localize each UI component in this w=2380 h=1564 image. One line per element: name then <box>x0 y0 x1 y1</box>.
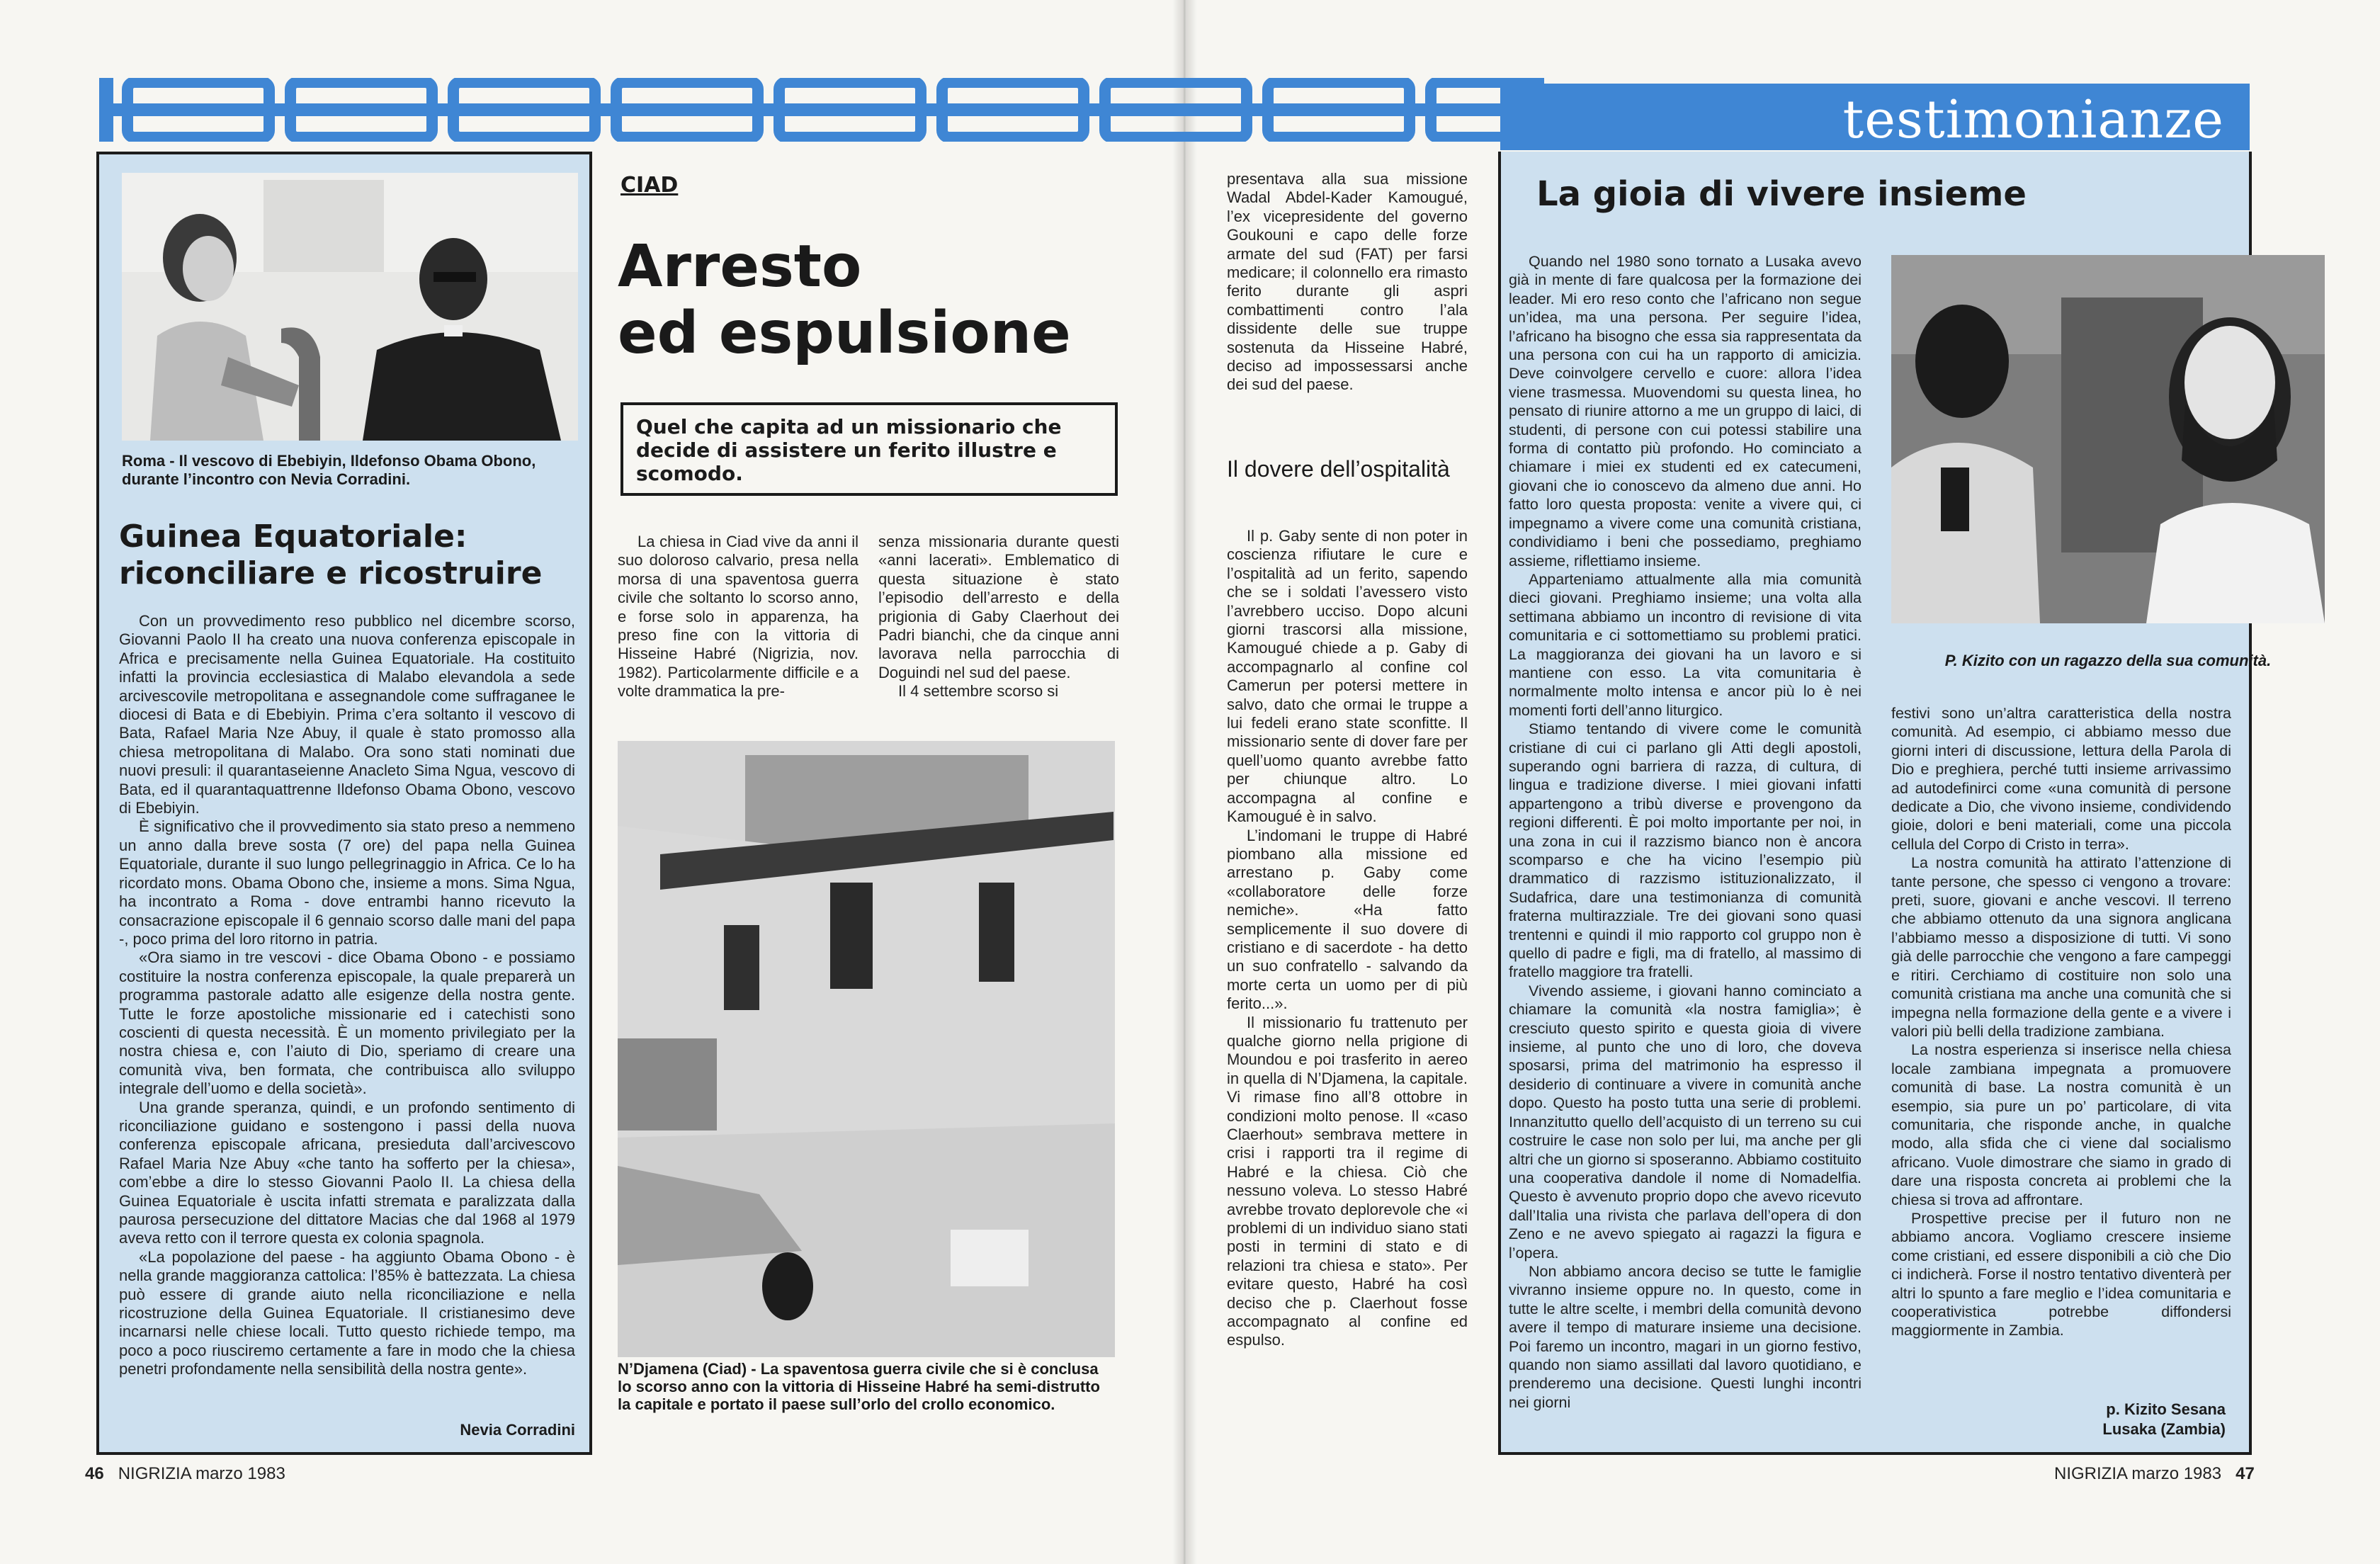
gioia-paragraph: Prospettive precise per il futuro non ne abbiamo ancora. Vogliamo crescere insieme come cristiani, ed essere disponibili a ciò che Dio ci indicherà. Forse il nostro tentativo diventerà per altri lo spunto a fare meglio e l’idea comunitaria e cooperativistica potrebbe diffondersi maggiormente in Zambia. <box>1891 1209 2231 1339</box>
gioia-paragraph: Stiamo tentando di vivere come le comunità cristiane di cui ci parlano gli Atti degli apostoli, superando ogni barriera di razza, di cultura, di lingua e tradizione diverse. I miei giovani infatti appartengono a tribù diverse e provengono da regioni differenti. È poi molto importante per noi, in una zona in cui il razzismo bianco non è ancora scomparso e che ha vicino l’esempio più drammatico di razzismo istituzionalizzato, il Sudafrica, dare una testimonianza di comunità fraterna multirazziale. Tre dei giovani sono quasi trentenni e quindi il mio rapporto col gruppo non è quello di padre e figli, ma di fratello, al massimo di fratello maggiore tra fratelli. <box>1509 720 1862 981</box>
guinea-paragraph: «La popolazione del paese - ha aggiunto Obama Obono - è nella grande maggioranza cattolica: l’85% è battezzata. La chiesa può essere di grande aiuto nella riconciliazione e nella ricostruzione della Guinea Equatoriale. Il cristianesimo deve incarnarsi nelle chiese locali. Tutto questo richiede tempo, ma poco a poco riusciremo certamente a fare in modo che la chiesa penetri profondamente nella sensibilità della nostra gente». <box>119 1247 575 1378</box>
photo-caption-ndjamena: N’Djamena (Ciad) - La spaventosa guerra civile che si è conclusa lo scorso anno con la vittoria di Hisseine Habré ha semi-distrutto la capitale e portato il paese sull’orlo del crollo economico. <box>618 1360 1100 1413</box>
ciad-continuation-top <box>1227 170 1468 395</box>
ciad-standfirst: Quel che capita ad un missionario che decide di assistere un ferito illustre e scomodo. <box>636 415 1062 485</box>
ciad-col2b-text: Il 4 settembre scorso si <box>898 682 1059 701</box>
footer-right-page: 47 <box>2236 1464 2255 1483</box>
signature-name: p. Kizito Sesana <box>2106 1400 2226 1418</box>
gioia-paragraph: festivi sono un’altra caratteristica della nostra comunità. Ad esempio, ci abbiamo messo due giorni interi di discussione, lettura della Parola di Dio e preghiera, perché tutti insieme arrivassimo ad autodefinirci come «una comunità di persone dedicate a Dio, che vivono insieme, condividendo gioie, dolori e beni materiali, come una piccola cellula del Corpo di Cristo in terra». <box>1891 705 2231 853</box>
guinea-signature: Nevia Corradini <box>460 1421 575 1439</box>
chain-banner <box>99 78 1544 142</box>
guinea-article-body <box>119 612 575 1379</box>
guinea-paragraph: Con un provvedimento reso pubblico nel dicembre scorso, Giovanni Paolo II ha creato una nuova conferenza episcopale in Africa e precisamente nella Guinea Equatoriale. Ha costituito infatti la provincia ecclesiastica di Malabo elevandola a sede arcivescovile metropolitana e assegnandole come suffraganee le diocesi di Bata e di Ebebiyin. Prima c’era soltanto il vescovo di Bata, Rafael Maria Nze Abuy, il quale è stato promosso alla chiesa metropolitana di Malabo. Ora sono stati nominati due nuovi presuli: il quarantaseienne Anacleto Sima Ngua, vescovo di Bata, ed il quarantaquattrenne Ildefonso Obama Obono, vescovo di Ebebiyin. <box>119 612 575 817</box>
photo-bishop-interview <box>122 173 578 441</box>
ciad-continuation-text: presentava alla sua missione Wadal Abdel-Kader Kamougué, l’ex vicepresidente del governo Goukouni e capo delle forze armate del sud (FAT) per farsi medicare; il colonnello era rimasto ferito durante gli aspri combattimenti contro l’ala dissidente delle sue truppe sostenuta da Hisseine Habré, deciso ad impossessarsi anche dei sud del paese. <box>1227 170 1468 394</box>
rubric-label: testimonianze <box>1842 89 2224 150</box>
ciad-continuation-body <box>1227 527 1468 1350</box>
ciad-paragraph: Il p. Gaby sente di non poter in coscienza rifiutare le cure e l’ospitalità ad un ferito, sapendo che se i soldati l’avessero visto l’avrebbero ucciso. Dopo alcuni giorni trascorsi alla missione, Kamougué chiede a p. Gaby di accompagnarlo al confine col Camerun per potersi mettere in salvo, dato che ormai le truppe a lui fedeli erano state sconfitte. Il missionario sente di dover fare per quell’uomo quanto avrebbe fatto per chiunque altro. Lo accompagna al confine e Kamougué è in salvo. <box>1227 527 1468 826</box>
guinea-headline: Guinea Equatoriale: riconciliare e ricostruire <box>119 518 543 591</box>
ciad-col1-text: La chiesa in Ciad vive da anni il suo doloroso calvario, presa nella morsa di una spaventosa guerra civile che soltanto lo scorso anno, e forse solo in apparenza, ha preso fine con la vittoria di Hisseine Habré (Nigrizia, nov. 1982). Particolarmente difficile e a volte drammatica la pre- <box>618 533 858 701</box>
ciad-col2-text: senza missionaria durante questi «anni lacerati». Emblematico di questa situazione è stato l’episodio dell’arresto e della prigionia di Gaby Claerhout dei Padri bianchi, che da cinque anni lavorava nella parrocchia di Doguindi nel sud del paese. <box>878 533 1119 681</box>
gioia-paragraph: Apparteniamo attualmente alla mia comunità dieci giovani. Preghiamo insieme; una volta alla settimana abbiamo un incontro di revisione di vita comunitaria e ci sottomettiamo su problemi pratici. La maggioranza dei giovani ha un lavoro e si mantiene con esso. La vita comunitaria è normalmente molto intensa e ancor più lo è nei momenti forti dell’anno liturgico. <box>1509 570 1862 719</box>
photo-caption-bishop: Roma - Il vescovo di Ebebiyin, Ildefonso Obama Obono, durante l’incontro con Nevia Corradini. <box>122 452 536 488</box>
footer-right <box>2054 1464 2255 1484</box>
gioia-headline: La gioia di vivere insieme <box>1536 174 2027 214</box>
guinea-paragraph: Una grande speranza, quindi, e un profondo sentimento di riconciliazione guidano e sostengono i passi della nuova conferenza episcopale africana, presieduta dall’arcivescovo Rafael Maria Nze Abuy «che tanto ha sofferto per la chiesa», com’ebbe a dire lo stesso Giovanni Paolo II. La chiesa della Guinea Equatoriale è uscita infatti stremata e paralizzata dalla paurosa persecuzione del dittatore Macias che dal 1968 al 1979 aveva retto con il terrore questa ex colonia spagnola. <box>119 1098 575 1247</box>
guinea-paragraph: «Ora siamo in tre vescovi - dice Obama Obono - e possiamo costituire la nostra conferenza episcopale, la quale preparerà un programma pastorale adatto alle esigenze della nostra gente. Tutte le forze apostoliche missionarie ed i catechisti sono coscienti di questa necessità. È un momento privilegiato per la nostra chiesa e, con l’aiuto di Dio, speriamo di creare una comunità viva, ben formata, che contribuisca allo sviluppo integrale dell’uomo e della società». <box>119 948 575 1098</box>
kizito-signature <box>1983 1400 2226 1439</box>
ciad-col1 <box>618 533 858 701</box>
photo-ndjamena-ruins <box>618 741 1115 1357</box>
ciad-paragraph: Il missionario fu trattenuto per qualche giorno nella prigione di Moundou e poi trasferito in aereo in quella di N’Djamena, la capitale. Vi rimase fino all’8 ottobre in condizioni molto penose. Il «caso Claerhout» sembrava mettere in crisi i rapporti tra il regime di Habré e la chiesa. Ciò che nessuno voleva. Lo stesso Habré avrebbe trovato deplorevole che «i problemi di un individuo siano stati posti in termini di stato e di relazioni tra chiesa e stato». Per evitare questo, Habré ha così deciso che p. Claerhout fosse accompagnato al confine ed espulso. <box>1227 1013 1468 1349</box>
footer-right-date: marzo 1983 <box>2131 1464 2222 1483</box>
footer-left <box>85 1464 285 1484</box>
ciad-title-line1: Arresto <box>618 233 862 300</box>
gioia-paragraph: La nostra comunità ha attirato l’attenzione di tante persone, che spesso ci vengono a trovare: preti, suore, giovani e anche vescovi. Il terreno che abbiamo ottenuto da una signora anglicana l’abbiamo messo a disposizione di tutti. Vi sono già delle parrocchie che vengono a fare campeggi e ritiri. Cerchiamo di costituire non solo una comunità cristiana ma anche una comunità che si impegna nella formazione della gente e a vivere i valori più belli della tradizione zambiana. <box>1891 854 2231 1040</box>
photo-caption-kizito: P. Kizito con un ragazzo della sua comunità. <box>1944 652 2272 669</box>
gioia-paragraph: Quando nel 1980 sono tornato a Lusaka avevo già in mente di fare qualcosa per la formazione dei leader. Mi ero reso conto che l’africano non segue un’idea, ma una persona. Per seguire l’idea, l’africano ha bisogno che essa sia rappresentata da una persona con cui ha un rapporto di amicizia. Deve coinvolgere cervello e cuore: allora l’idea viene trasmessa. Muovendomi su questa linea, ho pensato di riunire attorno a me un gruppo di laici, di studenti, di persone con cui potessi stabilire una forma di contatto più profondo. Ho cominciato a chiamare i miei ex studenti ed ex catecumeni, giovani che io conoscevo da almeno due anni. Ho fatto loro questa proposta: venite a vivere qui, ci impegnamo a vivere come una comunità cristiana, condividiamo i beni che possediamo, preghiamo assieme, riflettiamo insieme. <box>1509 253 1862 570</box>
ciad-paragraph: L’indomani le truppe di Habré piombano alla missione ed arrestano p. Gaby come «collaboratore delle forze nemiche». «Ha fatto semplicemente il suo dovere di cristiano e di sacerdote - ha detto un suo confratello - salvando da morte certa un uomo per di più ferito...». <box>1227 826 1468 1013</box>
gioia-body-col2 <box>1891 704 2231 1340</box>
ciad-kicker: CIAD <box>620 173 679 198</box>
guinea-paragraph: È significativo che il provvedimento sia stato preso a nemmeno un anno dalla breve sosta (7 ore) del papa nella Guinea Equatoriale, durante il suo lungo pellegrinaggio in Africa. Ce lo ha ricordato mons. Obama Obono che, insieme a mons. Sima Ngua, ha incontrato a Roma - dove entrambi hanno ricevuto la consacrazione episcopale il 6 gennaio scorso dalle mani del papa -, poco prima del loro ritorno in patria. <box>119 817 575 948</box>
ciad-col2 <box>878 533 1119 701</box>
ciad-standfirst-box <box>620 402 1118 496</box>
footer-right-mag: NIGRIZIA <box>2054 1464 2127 1483</box>
gioia-paragraph: La nostra esperienza si inserisce nella chiesa locale zambiana impegnata a promuovere comunità di base. La nostra comunità è un esempio, sia pure un po’ particolare, di vita comunitaria, che risponde anche, in qualche modo, alla sfida che ci viene dal socialismo africano. Vuole dimostrare che siamo in grado di dare una risposta concreta ai problemi che la chiesa si trova ad affrontare. <box>1891 1041 2231 1208</box>
footer-left-mag: NIGRIZIA <box>118 1464 191 1483</box>
spine-gutter <box>1172 0 1197 1564</box>
section-rubric <box>1500 84 2250 150</box>
footer-left-date: marzo 1983 <box>196 1464 285 1483</box>
gioia-body-col1 <box>1509 252 1862 1412</box>
gioia-paragraph: Vivendo assieme, i giovani hanno cominciato a chiamare la comunità «la nostra famiglia»; è cresciuto questo spirito e questa gioia di vivere insieme, al punto che uno di loro, che doveva sposarsi, prima del matrimonio ha espresso il desiderio di continuare a vivere in comunità anche dopo. Questo ha posto tutta una serie di problemi. Innanzitutto quello dell’acquisto di un terreno su cui costruire le case non solo per lui, ma anche per gli altri che un giorno si sposeranno. Abbiamo costituito una cooperativa dandole il nome di Nomadelfia. Questo è avvenuto proprio dopo che avevo ricevuto dall’Italia una rivista che parlava dell’opera di don Zeno e ne avevo spiegato ai ragazzi la figura e l’opera. <box>1509 982 1862 1262</box>
footer-left-page: 46 <box>85 1464 104 1483</box>
gioia-paragraph: Non abbiamo ancora deciso se tutte le famiglie vivranno insieme oppure no. In questo, come in tutte le altre scelte, i membri della comunità devono avere il tempo di maturare insieme una decisione. Poi faremo un incontro, magari in un giorno festivo, quando non siamo assillati dal lavoro quotidiano, e prenderemo una decisione. Questi lunghi incontri nei giorni <box>1509 1262 1862 1411</box>
ciad-title-line2: ed espulsione <box>618 300 1071 367</box>
chain-ornament-icon <box>99 78 1544 142</box>
ciad-subhead: Il dovere dell’ospitalità <box>1227 456 1450 482</box>
photo-kizito <box>1891 255 2325 623</box>
signature-place: Lusaka (Zambia) <box>2102 1420 2226 1438</box>
